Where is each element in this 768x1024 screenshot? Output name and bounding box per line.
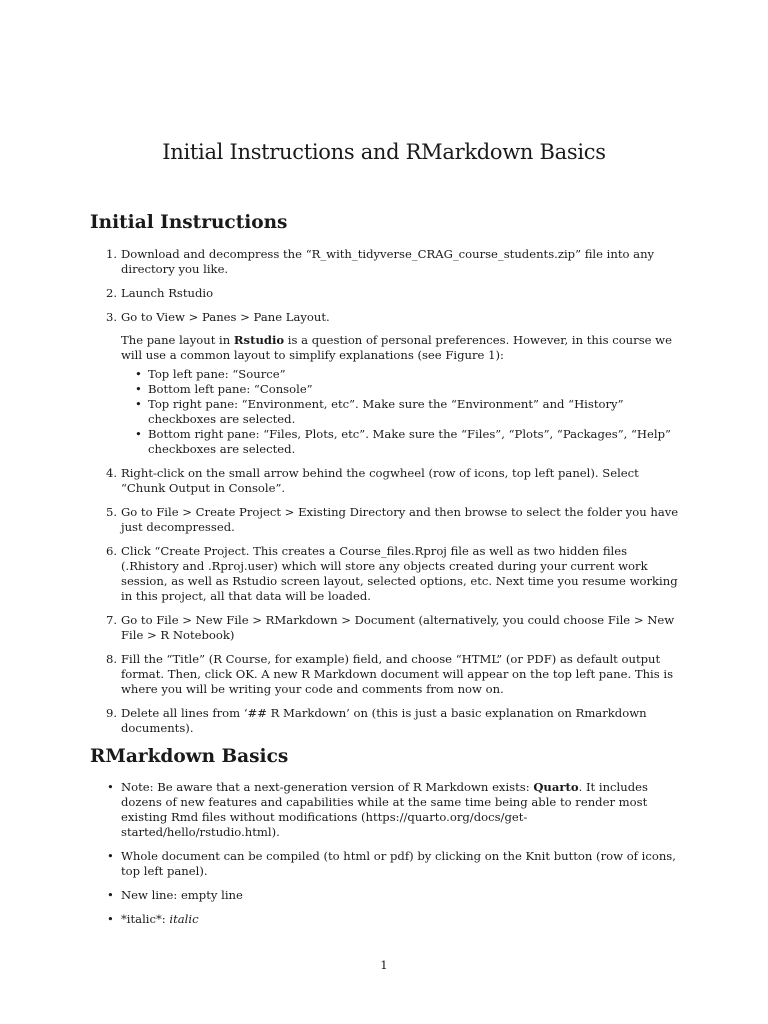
initial-instructions-list [105, 247, 681, 745]
section-heading-rmarkdown-basics: RMarkdown Basics [90, 746, 289, 767]
rmarkdown-basics-list [107, 780, 681, 936]
rstudio-bold-text: Rstudio [233, 333, 285, 347]
list-item: • Note: Be aware that a next-generation version of R Markdown exists: Quarto. It includes dozens of new features and capabilities while at the same time being able to render most existing Rmd files without modifications (https://quarto.org/docs/get-started/hello/rstudio.html). [107, 780, 648, 839]
list-item [105, 706, 681, 736]
list-item [105, 613, 681, 643]
item-text: Launch Rstudio [121, 286, 214, 300]
list-item: • Whole document can be compiled (to html or pdf) by clicking on the Knit button (row of icons, top left panel). [107, 849, 676, 878]
list-item: • New line: empty line [107, 888, 243, 902]
item-text: Click “Create Project. This creates a Course_files.Rproj file as well as two hidden files (.Rhistory and .Rproj.user) which will store any objects created during your current work session, as well as Rstudio screen layout, selected options, etc. Next time you resume working in this project, all that data will be loaded. [121, 544, 678, 603]
item-number: 7. [105, 613, 117, 627]
item-number: 5. [105, 505, 117, 519]
bullet-icon: • [107, 912, 114, 926]
bullet-icon: • [135, 397, 142, 411]
bullet-icon: • [135, 427, 142, 441]
section-heading-initial-instructions: Initial Instructions [90, 212, 288, 233]
sub-list-item: • Bottom left pane: “Console” [135, 382, 313, 396]
sub-list-item: • Bottom right pane: “Files, Plots, etc”. Make sure the “Files”, “Plots”, “Packages”, “Help” checkboxes are selected. [135, 427, 671, 456]
bullet-icon: • [135, 367, 142, 381]
quarto-bold-text: Quarto [533, 780, 579, 794]
item-number: 6. [105, 544, 117, 558]
page-title: Initial Instructions and RMarkdown Basics [162, 140, 606, 164]
list-item [105, 286, 681, 301]
list-item [105, 310, 681, 457]
pane-layout-paragraph: The pane layout in Rstudio is a question of personal preferences. However, in this course we will use a common layout to simplify explanations (see Figure 1): [121, 333, 672, 362]
item-text: Go to File > New File > RMarkdown > Document (alternatively, you could choose File > New File > R Notebook) [121, 613, 675, 642]
item-text: Download and decompress the “R_with_tidyverse_CRAG_course_students.zip” file into any directory you like. [121, 247, 655, 276]
sub-list-item: • Top right pane: “Environment, etc”. Make sure the “Environment” and “History” checkboxes are selected. [135, 397, 624, 426]
item-number: 3. [105, 310, 117, 324]
item-text: Fill the “Title” (R Course, for example) field, and choose “HTML” (or PDF) as default output format. Then, click OK. A new R Markdown document will appear on the top left pane. This is where you will be writing your code and comments from now on. [121, 652, 674, 696]
item-number: 1. [105, 247, 117, 261]
list-item [105, 505, 681, 535]
list-item [105, 544, 681, 604]
sub-list-item: • Top left pane: “Source” [135, 367, 286, 381]
item-number: 4. [105, 466, 117, 480]
item-number: 8. [105, 652, 117, 666]
list-item: • *italic*: italic [107, 912, 199, 926]
italic-example-text: italic [169, 912, 199, 926]
bullet-icon: • [107, 849, 114, 863]
list-item [105, 466, 681, 496]
item-text: Go to View > Panes > Pane Layout. [121, 310, 330, 324]
pane-layout-list [121, 367, 681, 457]
item-text: Go to File > Create Project > Existing Directory and then browse to select the folder you have just decompressed. [121, 505, 679, 534]
item-text: Right-click on the small arrow behind the cogwheel (row of icons, top left panel). Select “Chunk Output in Console”. [121, 466, 639, 495]
page-number: 1 [380, 958, 388, 972]
bullet-icon: • [135, 382, 142, 396]
list-item [105, 652, 681, 697]
list-item [105, 247, 681, 277]
bullet-icon: • [107, 888, 114, 902]
item-text: Delete all lines from ‘## R Markdown’ on (this is just a basic explanation on Rmarkdown documents). [121, 706, 647, 735]
item-number: 9. [105, 706, 117, 720]
bullet-icon: • [107, 780, 114, 794]
item-number: 2. [105, 286, 117, 300]
